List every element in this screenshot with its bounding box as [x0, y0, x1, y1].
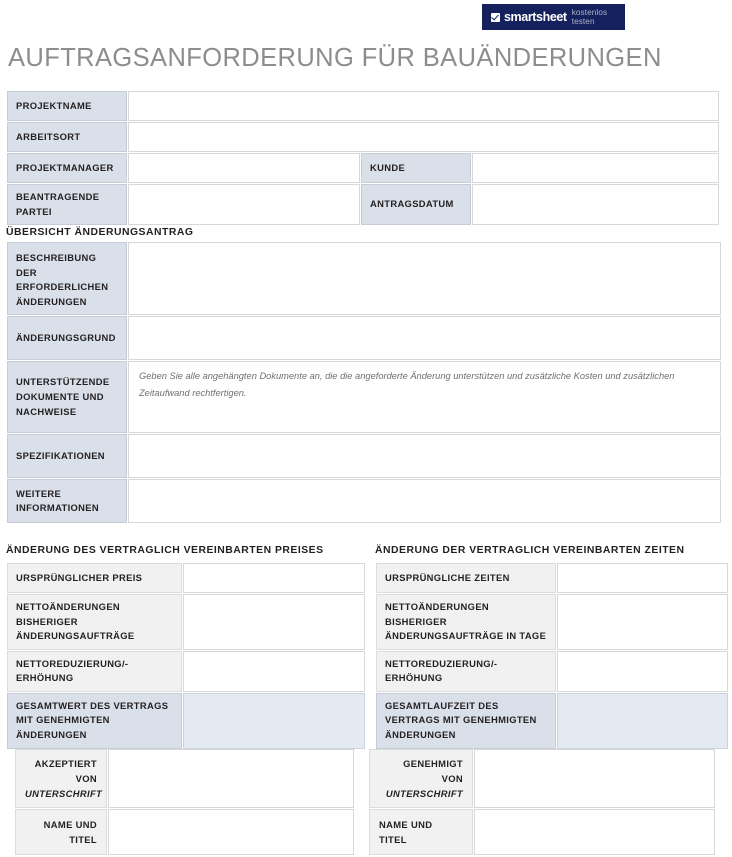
table-row — [7, 242, 721, 315]
field-value-spezifikationen[interactable] — [128, 434, 721, 478]
signature-block-accepted — [14, 748, 355, 856]
field-value-antragsdatum[interactable] — [472, 184, 719, 225]
field-label-kunde: KUNDE — [361, 153, 471, 183]
field-value-nettoreduzierung-erhoehung-zeit[interactable] — [557, 651, 728, 692]
table-row — [376, 651, 728, 692]
table-row — [7, 434, 721, 478]
signature-value-approved-by[interactable] — [474, 749, 715, 808]
signature-label-accepted-by — [15, 749, 107, 808]
signature-label-name-title-left: NAME UND TITEL — [15, 809, 107, 855]
table-row — [7, 91, 719, 121]
table-row — [7, 122, 719, 152]
table-row — [15, 749, 354, 808]
section-heading-overview: ÜBERSICHT ÄNDERUNGSANTRAG — [6, 227, 194, 238]
field-label-urspruenglicher-preis: URSPRÜNGLICHER PREIS — [7, 563, 182, 593]
field-value-unterstuetzende-dokumente[interactable] — [128, 361, 721, 433]
section-heading-price-change: ÄNDERUNG DES VERTRAGLICH VEREINBARTEN PREISES — [6, 545, 324, 556]
signature-label-approved-by — [369, 749, 473, 808]
signature-word-approved: UNTERSCHRIFT — [385, 788, 463, 800]
field-value-arbeitsort[interactable] — [128, 122, 719, 152]
table-row — [7, 594, 365, 650]
table-row — [7, 361, 721, 433]
time-change-table — [375, 562, 729, 750]
field-label-gesamtwert-vertrag: GESAMTWERT DES VERTRAGS MIT GENEHMIGTEN ÄNDERUNGEN — [7, 693, 182, 749]
field-value-gesamtlaufzeit-vertrag[interactable] — [557, 693, 728, 749]
field-value-beantragende-partei[interactable] — [128, 184, 360, 225]
table-row — [15, 809, 354, 855]
price-change-table — [6, 562, 366, 750]
logo-wordmark: smartsheet — [504, 10, 567, 24]
table-row — [369, 749, 715, 808]
field-value-gesamtwert-vertrag[interactable] — [183, 693, 365, 749]
table-row — [7, 153, 719, 183]
field-label-beantragende-partei: BEANTRAGENDE PARTEI — [7, 184, 127, 225]
signature-word-accepted: UNTERSCHRIFT — [25, 788, 103, 800]
field-label-gesamtlaufzeit-vertrag: GESAMTLAUFZEIT DES VERTRAGS MIT GENEHMIGTEN ÄNDERUNGEN — [376, 693, 556, 749]
page-title: AUFTRAGSANFORDERUNG FÜR BAUÄNDERUNGEN — [8, 44, 662, 72]
field-label-antragsdatum: ANTRAGSDATUM — [361, 184, 471, 225]
field-value-projektname[interactable] — [128, 91, 719, 121]
field-value-beschreibung-aenderungen[interactable] — [128, 242, 721, 315]
field-label-urspruengliche-zeiten: URSPRÜNGLICHE ZEITEN — [376, 563, 556, 593]
field-label-nettoreduzierung-erhoehung: NETTOREDUZIERUNG/-ERHÖHUNG — [7, 651, 182, 692]
table-row — [376, 563, 728, 593]
field-value-weitere-informationen[interactable] — [128, 479, 721, 523]
field-value-nettoreduzierung-erhoehung[interactable] — [183, 651, 365, 692]
table-row — [7, 563, 365, 593]
field-label-aenderungsgrund: ÄNDERUNGSGRUND — [7, 316, 127, 360]
field-label-spezifikationen: SPEZIFIKATIONEN — [7, 434, 127, 478]
signature-block-approved — [368, 748, 716, 856]
field-label-weitere-informationen: WEITERE INFORMATIONEN — [7, 479, 127, 523]
table-row — [7, 479, 721, 523]
project-info-table — [6, 90, 720, 226]
signature-value-accepted-by[interactable] — [108, 749, 354, 808]
field-label-unterstuetzende-dokumente: UNTERSTÜTZENDE DOKUMENTE UND NACHWEISE — [7, 361, 127, 433]
field-label-nettoaenderungen-tage: NETTOÄNDERUNGEN BISHERIGER ÄNDERUNGSAUFTRÄGE IN TAGE — [376, 594, 556, 650]
signature-label-name-title-right: NAME UND TITEL — [369, 809, 473, 855]
field-label-nettoreduzierung-erhoehung-zeit: NETTOREDUZIERUNG/-ERHÖHUNG — [376, 651, 556, 692]
checkbox-icon — [491, 13, 500, 22]
smartsheet-logo-banner[interactable] — [482, 4, 625, 30]
table-row — [7, 316, 721, 360]
change-request-overview-table — [6, 241, 722, 524]
signature-value-name-title-left[interactable] — [108, 809, 354, 855]
field-value-nettoaenderungen-bisheriger[interactable] — [183, 594, 365, 650]
accepted-by-text: AKZEPTIERT VON — [34, 758, 97, 785]
approved-by-text: GENEHMIGT VON — [403, 758, 463, 785]
logo-tagline: kostenlos testen — [571, 8, 608, 26]
hint-text-supporting-documents: Geben Sie alle angehängten Dokumente an, die die angeforderte Änderung unterstützen und zusätzliche Kosten und zusätzlichen Zeitaufwand rechtfertigen. — [139, 371, 675, 398]
table-row — [369, 809, 715, 855]
field-label-arbeitsort: ARBEITSORT — [7, 122, 127, 152]
table-row — [7, 184, 719, 225]
table-row — [376, 693, 728, 749]
field-value-projektmanager[interactable] — [128, 153, 360, 183]
table-row — [7, 651, 365, 692]
field-value-urspruengliche-zeiten[interactable] — [557, 563, 728, 593]
section-heading-time-change: ÄNDERUNG DER VERTRAGLICH VEREINBARTEN ZEITEN — [375, 545, 685, 556]
signature-value-name-title-right[interactable] — [474, 809, 715, 855]
field-label-beschreibung-aenderungen: BESCHREIBUNG DER ERFORDERLICHEN ÄNDERUNGEN — [7, 242, 127, 315]
field-value-kunde[interactable] — [472, 153, 719, 183]
table-row — [7, 693, 365, 749]
field-label-nettoaenderungen-bisheriger: NETTOÄNDERUNGEN BISHERIGER ÄNDERUNGSAUFTRÄGE — [7, 594, 182, 650]
field-label-projektname: PROJEKTNAME — [7, 91, 127, 121]
field-value-urspruenglicher-preis[interactable] — [183, 563, 365, 593]
field-value-nettoaenderungen-tage[interactable] — [557, 594, 728, 650]
field-label-projektmanager: PROJEKTMANAGER — [7, 153, 127, 183]
table-row — [376, 594, 728, 650]
field-value-aenderungsgrund[interactable] — [128, 316, 721, 360]
